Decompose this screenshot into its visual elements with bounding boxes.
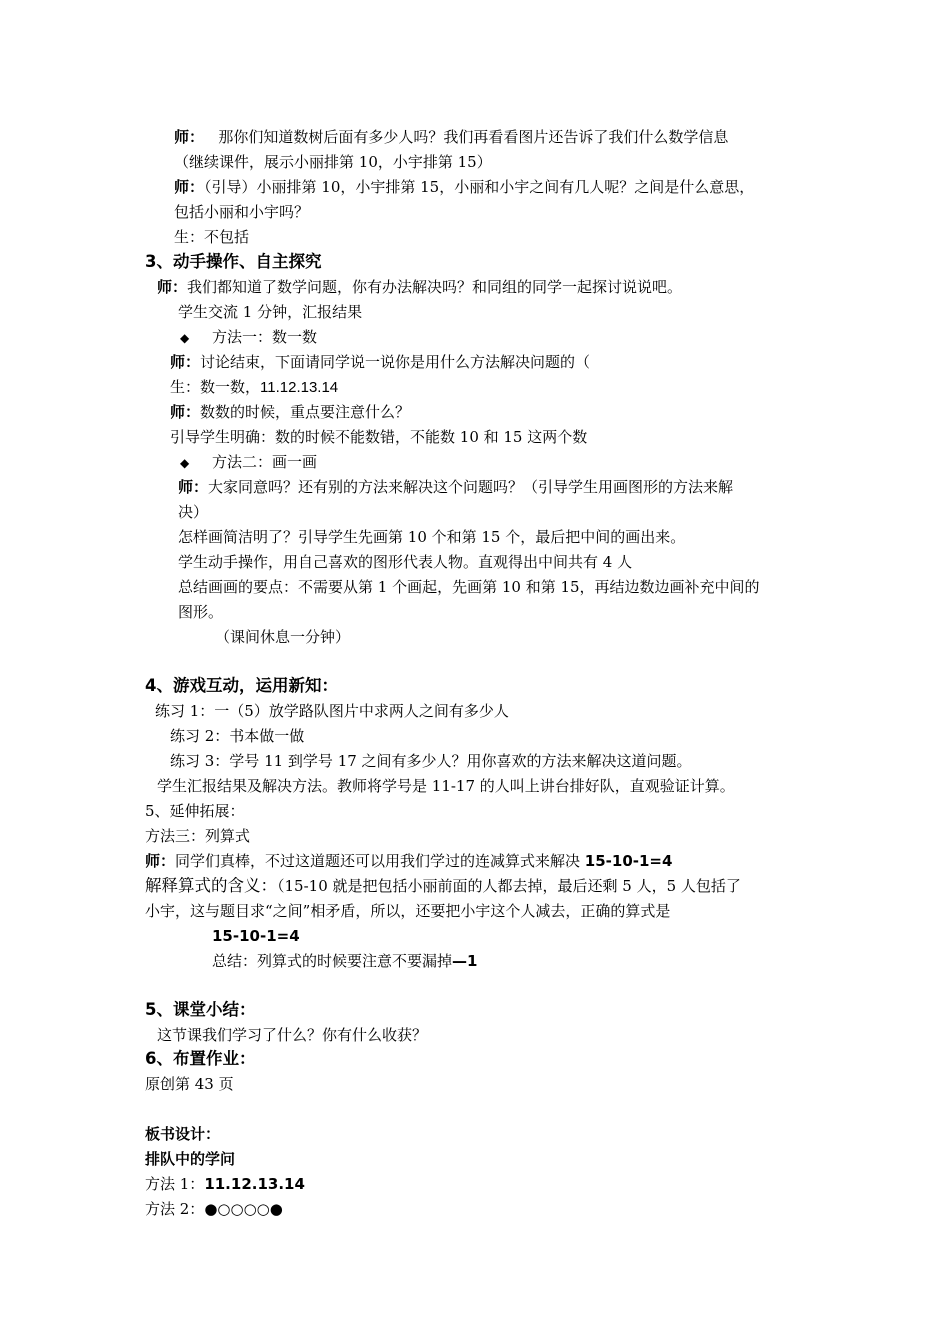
student-exchange: 学生交流 1 分钟，汇报结果 bbox=[178, 303, 363, 321]
drawing-guidance: 怎样画简洁明了？引导学生先画第 10 个和第 15 个，最后把中间的画出来。 bbox=[178, 528, 686, 546]
section-heading-6: 6、布置作业： bbox=[145, 1049, 256, 1068]
guidance-line: 引导学生明确：数的时候不能数错，不能数 10 和 15 这两个数 bbox=[170, 428, 588, 446]
formula-explanation: 解释算式的含义：（15-10 就是把包括小丽前面的人都去掉，最后还剩 5 人，5 人包括了 bbox=[145, 876, 741, 895]
summary-question: 这节课我们学习了什么？你有什么收获？ bbox=[157, 1026, 428, 1044]
method-one-item: ◆ 方法一：数一数 bbox=[180, 328, 318, 346]
student-report: 学生汇报结果及解决方法。教师将学号是 11-17 的人叫上讲台排好队，直观验证计算。 bbox=[157, 777, 735, 795]
board-method-1: 方法 1：11.12.13.14 bbox=[145, 1175, 305, 1193]
section-heading-4: 4、游戏互动，运用新知： bbox=[145, 676, 338, 695]
board-design-subtitle: 排队中的学问 bbox=[145, 1150, 236, 1168]
diamond-bullet-icon: ◆ bbox=[180, 331, 190, 345]
correct-formula: 15-10-1=4 bbox=[212, 927, 300, 945]
drawing-summary: 总结画画的要点：不需要从第 1 个画起，先画第 10 和第 15，再结边数边画补充中间的 bbox=[178, 578, 760, 596]
exercise-2: 练习 2：书本做一做 bbox=[170, 727, 305, 745]
drawing-summary-cont: 图形。 bbox=[178, 603, 224, 621]
exercise-1: 练习 1：一（5）放学路队图片中求两人之间有多少人 bbox=[155, 702, 509, 720]
method-three: 方法三：列算式 bbox=[145, 827, 251, 845]
teacher-line-5: 师：数数的时候，重点要注意什么？ bbox=[170, 403, 411, 421]
extension-heading: 5、延伸拓展： bbox=[145, 802, 245, 820]
diamond-bullet-icon: ◆ bbox=[180, 456, 190, 470]
teacher-line-3: 师：我们都知道了数学问题，你有办法解决吗？和同组的同学一起探讨说说吧。 bbox=[157, 278, 683, 296]
formula-summary: 总结：列算式的时候要注意不要漏掉—1 bbox=[212, 952, 478, 970]
circle-symbols-icon: ●○○○○● bbox=[204, 1200, 283, 1218]
method-two-item: ◆ 方法二：画一画 bbox=[180, 453, 318, 471]
break-note: （课间休息一分钟） bbox=[215, 628, 351, 646]
board-design-title: 板书设计： bbox=[145, 1125, 221, 1143]
section-heading-5: 5、课堂小结： bbox=[145, 1000, 256, 1019]
formula-explanation-cont: 小宇，这与题目求“之间”相矛盾，所以，还要把小宇这个人减去，正确的算式是 bbox=[145, 902, 671, 920]
student-count-answer: 生：数一数，11.12.13.14 bbox=[170, 378, 339, 396]
teacher-line-7: 师：同学们真棒，不过这道题还可以用我们学过的连减算式来解决 15-10-1=4 bbox=[145, 852, 673, 870]
student-answer-1: 生：不包括 bbox=[174, 228, 250, 246]
teacher-line-2-cont: 包括小丽和小宇吗？ bbox=[174, 203, 310, 221]
teacher-line-1: 师： 那你们知道数树后面有多少人吗？我们再看看图片还告诉了我们什么数学信息 bbox=[174, 128, 729, 146]
section-heading-3: 3、动手操作、自主探究 bbox=[145, 252, 322, 271]
teacher-line-6-cont: 决） bbox=[178, 503, 209, 521]
exercise-3: 练习 3：学号 11 到学号 17 之间有多少人？用你喜欢的方法来解决这道问题。 bbox=[170, 752, 692, 770]
teacher-line-4: 师：讨论结束，下面请同学说一说你是用什么方法解决问题的（ bbox=[170, 353, 591, 371]
student-activity: 学生动手操作，用自己喜欢的图形代表人物。直观得出中间共有 4 人 bbox=[178, 553, 633, 571]
homework-page: 原创第 43 页 bbox=[145, 1075, 234, 1093]
teacher-line-6: 师：大家同意吗？还有别的方法来解决这个问题吗？（引导学生用画图形的方法来解 bbox=[178, 478, 734, 496]
teacher-line-2: 师：（引导）小丽排第 10，小宇排第 15，小丽和小宇之间有几人呢？之间是什么意思， bbox=[174, 178, 755, 196]
board-method-2: 方法 2：●○○○○● bbox=[145, 1200, 283, 1218]
courseware-note: （继续课件，展示小丽排第 10，小宇排第 15） bbox=[174, 153, 492, 171]
